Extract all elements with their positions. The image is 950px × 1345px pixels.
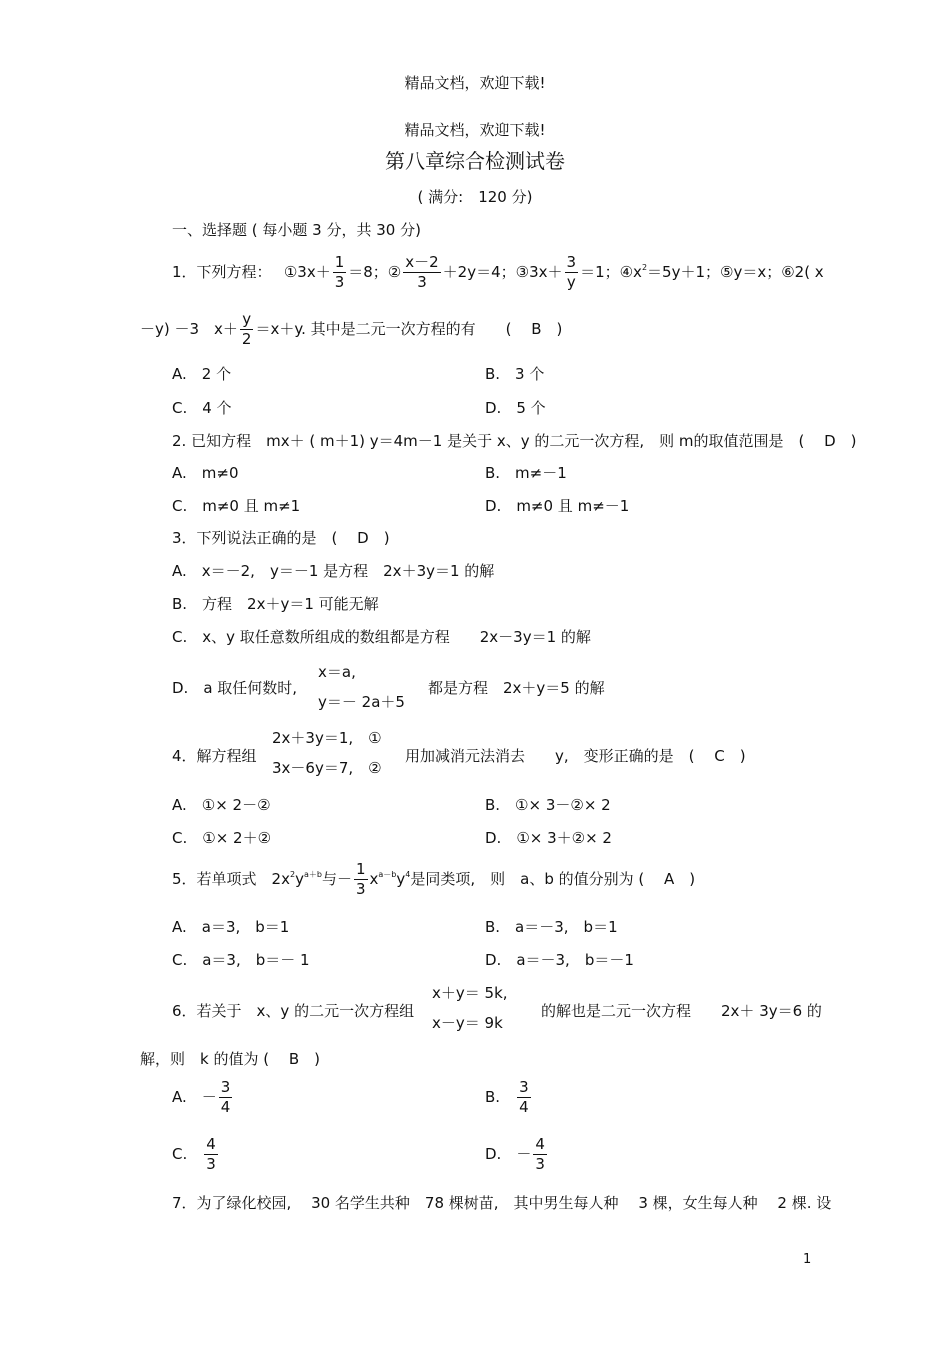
fraction: $\frac{y}{2}$: [241, 310, 252, 348]
q4-option-c: C. ①× 2＋②: [172, 829, 272, 847]
question-7: 7．为了绿化校园, 30 名学生共种 78 棵树苗, 其中男生每人种 3 棵，女生每人种 2 棵. 设: [172, 1194, 832, 1212]
q5-option-b: B. a＝－3, b＝1: [485, 918, 618, 936]
q3-option-b: B. 方程 2x＋y＝1 可能无解: [172, 595, 379, 613]
question-6-line-2: 解，则 k 的值为 ( B ): [140, 1050, 320, 1068]
question-3: 3．下列说法正确的是 ( D ): [172, 529, 390, 547]
q2-option-a: A. m≠0: [172, 464, 239, 482]
fraction: $\frac{1}{3}$: [355, 860, 366, 898]
q5-option-c: C. a＝3, b＝－ 1: [172, 951, 310, 969]
q4-option-a: A. ①× 2－②: [172, 796, 271, 814]
q3-option-d-suffix: 都是方程 2x＋y＝5 的解: [428, 679, 605, 697]
q5-option-d: D. a＝－3, b＝－1: [485, 951, 634, 969]
page-header-repeat: 精品文档，欢迎下载!: [404, 121, 546, 139]
q4-option-d: D. ①× 3＋②× 2: [485, 829, 612, 847]
q6-option-b: B. $\frac{3}{4}$: [485, 1078, 529, 1116]
question-6-suffix: 的解也是二元一次方程 2x＋ 3y＝6 的: [541, 1002, 822, 1020]
page-header: 精品文档，欢迎下载!: [404, 74, 546, 92]
document-title: 第八章综合检测试卷: [385, 149, 565, 173]
question-1-line-1: 1．下列方程： ①3x＋ $\frac{1}{3}$ ＝8；② $\frac{x-2}{3}$ ＋2y＝4；③3x＋ $\frac{3}{y}$ ＝1；$④x^2=5y+1$；⑤y＝x；⑥2( x: [172, 253, 824, 291]
page-number: 1: [803, 1252, 812, 1267]
fraction: $\frac{3}{4}$: [519, 1078, 529, 1116]
fraction: $\frac{3}{y}$: [566, 253, 577, 291]
q3-equation-system: x＝a, y＝－ 2a＋5: [318, 663, 405, 711]
q1-option-a: A. 2 个: [172, 365, 232, 383]
q1-option-b: B. 3 个: [485, 365, 545, 383]
fraction: $\frac{x-2}{3}$: [405, 253, 439, 291]
q5-option-a: A. a＝3, b＝1: [172, 918, 290, 936]
q2-option-b: B. m≠－1: [485, 464, 567, 482]
document-subtitle: ( 满分: 120 分): [417, 188, 533, 206]
q4-equation-system: 2x＋3y＝1, ① 3x－6y＝7, ②: [272, 729, 382, 777]
q3-option-c: C. x、y 取任意数所组成的数组都是方程 2x－3y＝1 的解: [172, 628, 591, 646]
question-1-line-2: －y) －3 x＋ $\frac{y}{2}$ ＝x＋y. 其中是二元一次方程的有 ( B ): [140, 310, 563, 348]
fraction: $\frac{4}{3}$: [535, 1135, 545, 1173]
q2-option-d: D. m≠0 且 m≠－1: [485, 497, 630, 515]
question-2: 2. 已知方程 mx＋ ( m＋1) y＝4m－1 是关于 x、y 的二元一次方程, 则 m的取值范围是 ( D ): [172, 432, 857, 450]
section-heading: 一、选择题 ( 每小题 3 分，共 30 分): [172, 221, 421, 239]
q1-option-c: C. 4 个: [172, 399, 232, 417]
fraction: $\frac{1}{3}$: [334, 253, 345, 291]
q3-option-a: A. x＝－2, y＝－1 是方程 2x＋3y＝1 的解: [172, 562, 495, 580]
question-4-prefix: 4．解方程组: [172, 747, 257, 765]
question-5: 5．若单项式 $2x^2y^{a+b}$与－ $\frac{1}{3}$ $x^{a-b}y^4$是同类项, 则 a、b 的值分别为 ( A ): [172, 860, 696, 898]
q3-option-d-prefix: D. a 取任何数时,: [172, 679, 298, 697]
question-4-suffix: 用加减消元法消去 y, 变形正确的是 ( C ): [405, 747, 746, 765]
q6-option-d: D. － $\frac{4}{3}$: [485, 1135, 545, 1173]
q6-equation-system: x＋y＝ 5k, x－y＝ 9k: [432, 984, 508, 1032]
q2-option-c: C. m≠0 且 m≠1: [172, 497, 301, 515]
fraction: $\frac{4}{3}$: [206, 1135, 216, 1173]
q4-option-b: B. ①× 3－②× 2: [485, 796, 611, 814]
question-6-prefix: 6．若关于 x、y 的二元一次方程组: [172, 1002, 415, 1020]
q6-option-a: A. － $\frac{3}{4}$: [172, 1078, 231, 1116]
q1-option-d: D. 5 个: [485, 399, 546, 417]
fraction: $\frac{3}{4}$: [220, 1078, 231, 1116]
q6-option-c: C. $\frac{4}{3}$: [172, 1135, 216, 1173]
